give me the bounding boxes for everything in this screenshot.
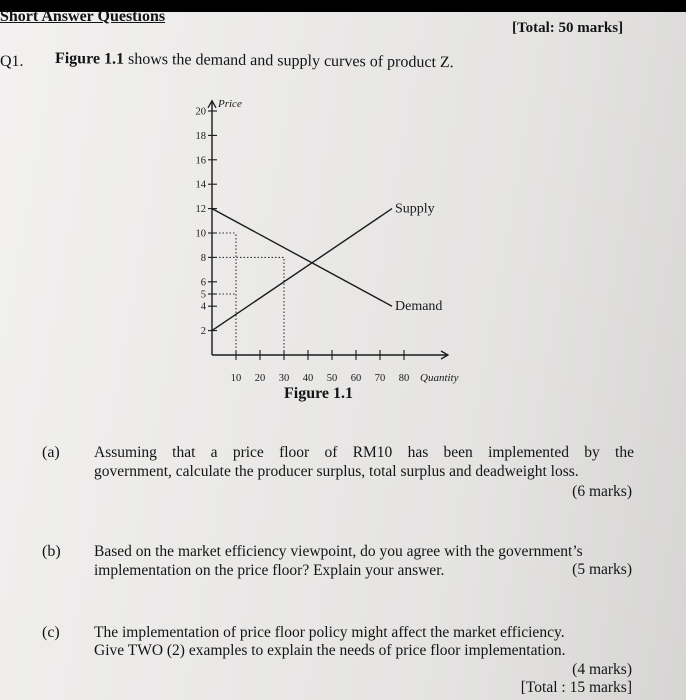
question-number: Q1. — [0, 53, 24, 70]
x-tick-label: 10 — [230, 373, 242, 384]
part-c-line-2: Give TWO (2) examples to explain the needs of price floor implementation. — [94, 642, 566, 659]
x-axis-label: Quantity — [420, 372, 459, 384]
x-tick-label: 20 — [254, 373, 266, 384]
x-tick-label: 70 — [374, 373, 386, 384]
figure-reference: Figure 1.1 — [54, 50, 125, 68]
y-tick-label: 2 — [200, 326, 206, 338]
part-c-line-1: The implementation of price floor policy might affect the market efficiency. — [94, 624, 565, 641]
part-b-marks: (5 marks) — [572, 561, 632, 578]
part-c-marks: (4 marks) — [572, 661, 632, 678]
y-tick-label: 4 — [200, 301, 206, 313]
part-b-label: (b) — [42, 543, 61, 560]
y-tick-label: 18 — [195, 130, 206, 142]
y-tick-label: 10 — [195, 228, 206, 240]
question-text-rest: shows the demand and supply curves of product Z. — [123, 50, 454, 72]
demand-label: Demand — [395, 299, 443, 315]
part-c-label: (c) — [42, 624, 60, 641]
part-a-line-1: Assuming that a price floor of RM10 has been implemented by the — [94, 444, 634, 461]
y-tick-label: 8 — [200, 252, 206, 264]
total-marks: [Total: 50 marks] — [512, 20, 624, 36]
supply-label: Supply — [395, 201, 435, 217]
x-tick-label: 30 — [278, 373, 290, 384]
x-tick-label: 40 — [302, 373, 314, 384]
x-tick-label: 50 — [326, 373, 338, 384]
y-tick-label: 5 — [200, 289, 206, 301]
figure-caption: Figure 1.1 — [284, 385, 354, 402]
part-a-line-2: government, calculate the producer surplus, total surplus and deadweight loss. — [94, 463, 579, 480]
y-axis-label: Price — [218, 97, 242, 110]
x-tick-label: 60 — [350, 373, 362, 384]
demand-curve — [212, 209, 392, 307]
part-c-total: [Total : 15 marks] — [520, 679, 632, 696]
part-b-line-2: implementation on the price floor? Explain your answer. — [94, 562, 445, 579]
part-b-line-1: Based on the market efficiency viewpoint, do you agree with the government’s — [94, 543, 583, 560]
figure-1-1-chart — [0, 12, 686, 412]
y-tick-label: 12 — [195, 204, 206, 216]
supply-curve — [212, 209, 392, 331]
x-tick-label: 80 — [398, 373, 410, 384]
part-a-marks: (6 marks) — [572, 483, 632, 500]
exam-paper — [0, 8, 686, 700]
y-tick-label: 16 — [195, 155, 206, 167]
y-tick-label: 14 — [195, 179, 206, 191]
y-tick-label: 6 — [200, 277, 206, 289]
section-heading: Short Answer Questions — [0, 8, 166, 25]
part-a-label: (a) — [42, 444, 60, 461]
y-tick-label: 20 — [195, 106, 206, 118]
